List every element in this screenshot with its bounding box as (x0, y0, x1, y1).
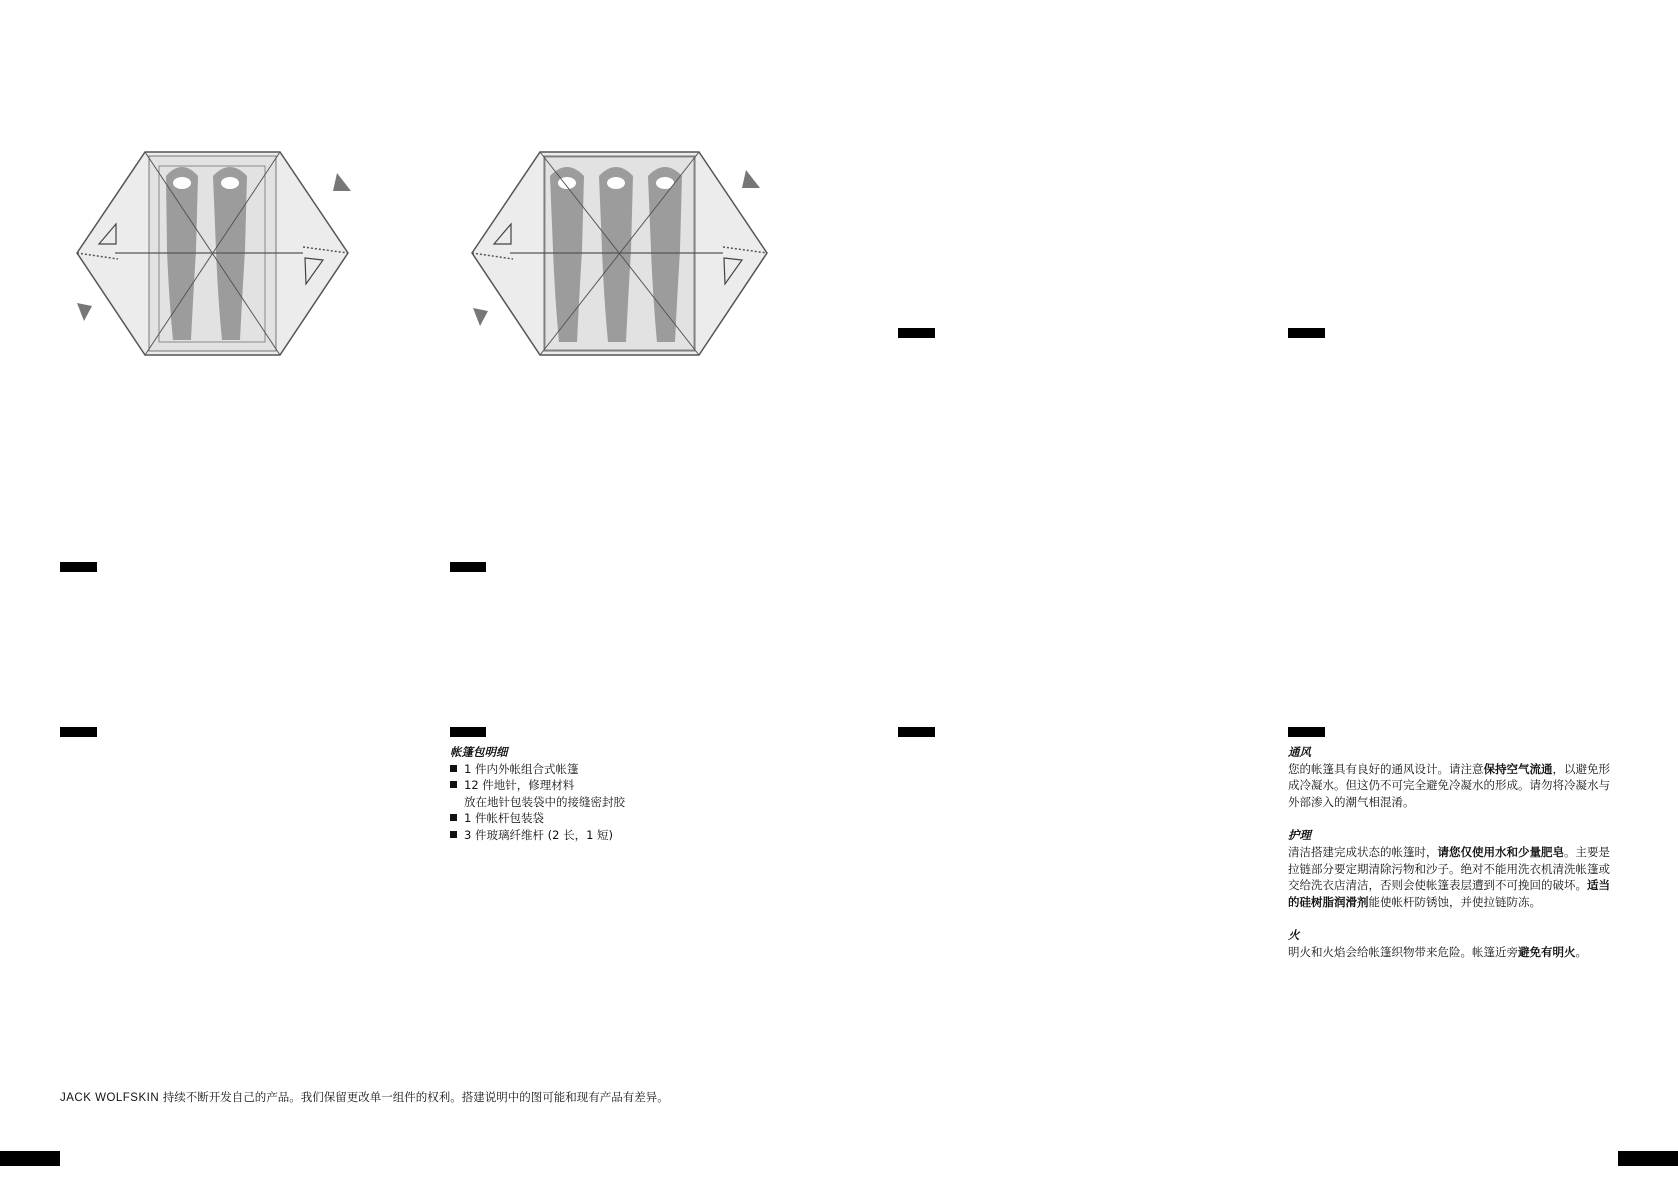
section-marker (898, 727, 935, 737)
fire-text: 明火和火焰会给帐篷织物带来危险。帐篷近旁避免有明火。 (1288, 944, 1587, 959)
list-item: 12 件地针，修理材料 放在地针包装袋中的接缝密封胶 (450, 777, 770, 810)
ventilation-text: 您的帐篷具有良好的通风设计。请注意保持空气流通，以避免形成冷凝水。但这仍不可完全避免冷凝水的形成。请勿将冷凝水与外部渗入的潮气相混淆。 (1288, 761, 1610, 809)
entrance-arrow-icon (473, 308, 488, 326)
tent-floorplan-3-person (465, 145, 770, 360)
brand-name: JACK WOLFSKIN (60, 1092, 160, 1104)
fire-title: 火 (1288, 928, 1300, 943)
entrance-arrow-icon (333, 173, 351, 191)
section-marker (450, 562, 486, 572)
maintenance-title: 护理 (1288, 828, 1311, 843)
entrance-arrow-icon (742, 170, 760, 188)
section-marker (450, 727, 486, 737)
parts-list-title: 帐篷包明细 (450, 745, 508, 759)
footer-disclaimer (60, 1090, 669, 1105)
section-marker (898, 328, 935, 338)
maintenance-text: 清洁搭建完成状态的帐篷时，请您仅使用水和少量肥皂。主要是拉链部分要定期清除污物和沙子。绝对不能用洗衣机清洗帐篷或交给洗衣店清洁，否则会使帐篷表层遭到不可挽回的破坏。适当的硅树脂润滑剂能使帐杆防锈蚀，并使拉链防冻。 (1288, 844, 1610, 909)
section-marker (1288, 328, 1325, 338)
list-item: 3 件玻璃纤维杆 (2 长，1 短) (450, 827, 770, 844)
care-instructions (1288, 744, 1620, 978)
list-item-note: 放在地针包装袋中的接缝密封胶 (464, 794, 625, 809)
parts-list-items (450, 761, 770, 844)
list-item: 1 件帐杆包装袋 (450, 810, 770, 827)
parts-list (450, 744, 770, 844)
maintenance-section (1288, 827, 1620, 910)
section-marker (60, 727, 97, 737)
section-marker (1288, 727, 1325, 737)
list-item: 1 件内外帐组合式帐篷 (450, 761, 770, 778)
fire-section (1288, 927, 1620, 960)
ventilation-section (1288, 744, 1620, 810)
footer-text: 持续不断开发自己的产品。我们保留更改单一组件的权利。搭建说明中的图可能和现有产品有差异。 (159, 1090, 669, 1104)
section-marker (60, 562, 97, 572)
ventilation-title: 通风 (1288, 745, 1311, 759)
page-edge-tab-left (0, 1151, 60, 1166)
page-edge-tab-right (1618, 1151, 1678, 1166)
tent-floorplan-2-person (70, 145, 360, 360)
entrance-arrow-icon (77, 303, 92, 321)
